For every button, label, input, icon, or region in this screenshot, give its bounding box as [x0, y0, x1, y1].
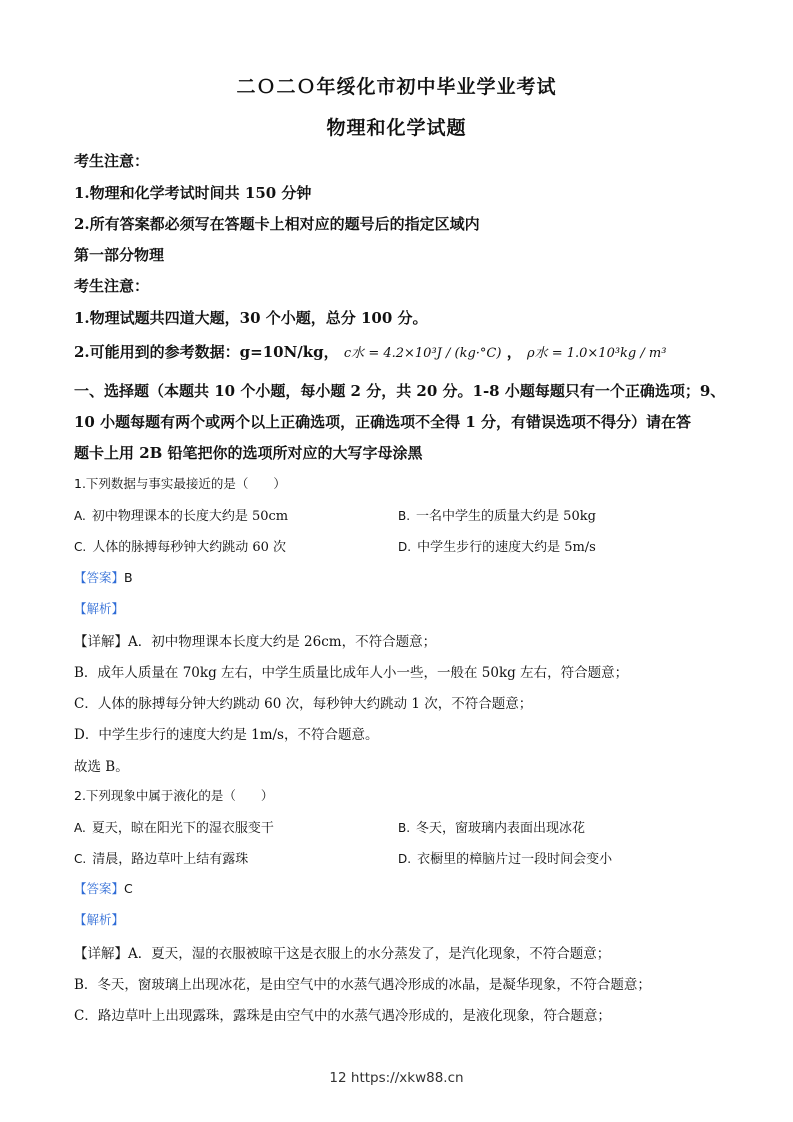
q2-option-b: B. 冬天，窗玻璃内表面出现冰花	[398, 821, 586, 836]
q2-answer: 【答案】C	[74, 881, 133, 896]
formula-separator: ，	[506, 343, 522, 361]
section1-line-2: 10 小题每题有两个或两个以上正确选项，正确选项不全得 1 分，有错误选项不得分）请在答	[74, 413, 691, 431]
section1-line-1: 一、选择题（本题共 10 个小题，每小题 2 分，共 20 分。1-8 小题每题只有一个正确选项；9、	[74, 382, 726, 400]
page-footer	[0, 1070, 793, 1086]
reference-data-label: 2.可能用到的参考数据：g=10N/kg，	[74, 343, 339, 361]
q1-detail-line: C．人体的脉搏每分钟大约跳动 60 次，每秒钟大约跳动 1 次，不符合题意；	[74, 696, 533, 712]
q1-detail-line: 【详解】A．初中物理课本长度大约是 26cm，不符合题意；	[74, 634, 437, 650]
q1-conclusion: 故选 B。	[74, 759, 129, 775]
q1-option-a: A. 初中物理课本的长度大约是 50cm	[74, 509, 289, 524]
notice-line-2: 2.所有答案都必须写在答题卡上相对应的题号后的指定区域内	[74, 215, 480, 233]
q1-answer: 【答案】B	[74, 570, 133, 585]
q1-answer-value: B	[124, 570, 133, 585]
footer-link[interactable]: https://xkw88.cn	[350, 1070, 464, 1086]
notice-line-1: 1.物理和化学考试时间共 150 分钟	[74, 184, 312, 202]
q1-option-b: B. 一名中学生的质量大约是 50kg	[398, 509, 596, 524]
q2-detail-line: C．路边草叶上出现露珠，露珠是由空气中的水蒸气遇冷形成的，是液化现象，符合题意；	[74, 1008, 611, 1024]
part1-notice-heading: 考生注意：	[74, 277, 150, 295]
notice-heading: 考生注意：	[74, 152, 150, 170]
q2-stem: 2.下列现象中属于液化的是（ ）	[74, 788, 274, 803]
q1-option-c: C. 人体的脉搏每秒钟大约跳动 60 次	[74, 540, 287, 555]
q1-detail-line: B．成年人质量在 70kg 左右，中学生质量比成年人小一些，一般在 50kg 左右，符合题意；	[74, 665, 629, 681]
part1-line-2	[74, 341, 666, 362]
section1-line-3: 题卡上用 2B 铅笔把你的选项所对应的大写字母涂黑	[74, 444, 423, 462]
q2-analysis-label: 【解析】	[74, 912, 125, 927]
q2-answer-value: C	[124, 881, 133, 896]
q1-analysis-label: 【解析】	[74, 601, 125, 616]
page-number: 12	[329, 1070, 347, 1086]
q2-detail-line: 【详解】A．夏天，湿的衣服被晾干这是衣服上的水分蒸发了，是汽化现象，不符合题意；	[74, 946, 611, 962]
q2-option-d: D. 衣橱里的樟脑片过一段时间会变小	[398, 852, 613, 867]
specific-heat-formula: c水 = 4.2×10³J / (kg·°C)	[343, 346, 502, 361]
doc-title: 二Ｏ二Ｏ年绥化市初中毕业学业考试	[236, 76, 557, 98]
q1-option-d: D. 中学生步行的速度大约是 5m/s	[398, 540, 596, 555]
doc-subtitle: 物理和化学试题	[326, 117, 467, 139]
q2-option-c: C. 清晨，路边草叶上结有露珠	[74, 852, 249, 867]
q1-stem: 1.下列数据与事实最接近的是（ ）	[74, 476, 286, 491]
density-formula: ρ水 = 1.0×10³kg / m³	[526, 346, 667, 361]
part1-line-1: 1.物理试题共四道大题，30 个小题，总分 100 分。	[74, 309, 428, 327]
q1-detail-line: D．中学生步行的速度大约是 1m/s，不符合题意。	[74, 727, 379, 743]
q2-option-a: A. 夏天，晾在阳光下的湿衣服变干	[74, 821, 274, 836]
part1-heading: 第一部分物理	[74, 246, 165, 264]
q2-detail-line: B．冬天，窗玻璃上出现冰花，是由空气中的水蒸气遇冷形成的冰晶，是凝华现象，不符合题意；	[74, 977, 651, 993]
